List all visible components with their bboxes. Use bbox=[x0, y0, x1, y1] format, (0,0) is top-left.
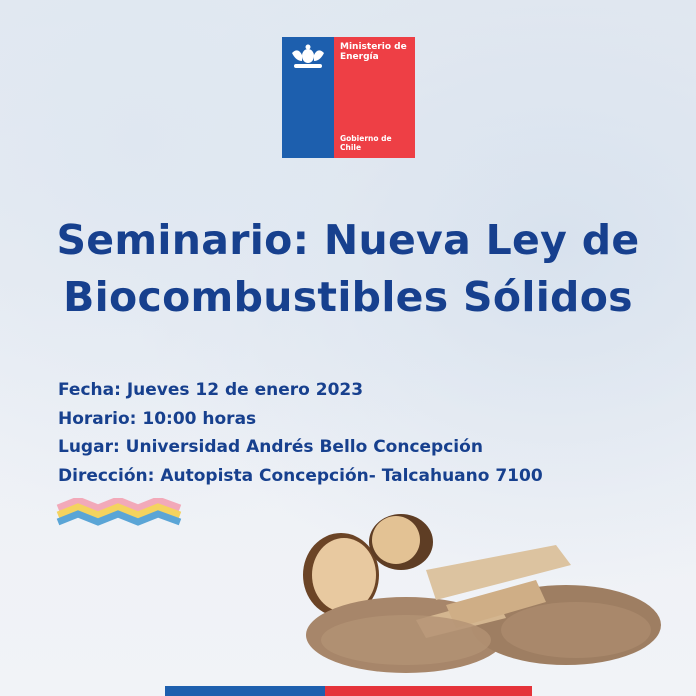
seminar-title bbox=[0, 212, 696, 326]
ministerio-energia-logo bbox=[282, 37, 415, 158]
title-line-1: Seminario: Nueva Ley de bbox=[56, 216, 640, 264]
zigzag-decoration bbox=[56, 498, 182, 532]
event-date: Fecha: Jueves 12 de enero 2023 bbox=[58, 380, 364, 400]
title-line-2: Biocombustibles Sólidos bbox=[63, 273, 633, 321]
flag-bar-blue bbox=[165, 686, 325, 696]
ministry-name-line1: Ministerio de bbox=[340, 42, 407, 52]
government-label: Gobierno de Chile bbox=[340, 134, 392, 152]
coat-of-arms-icon bbox=[288, 43, 328, 71]
event-address: Dirección: Autopista Concepción- Talcahuano 7100 bbox=[58, 465, 543, 486]
logo-blue-panel bbox=[282, 37, 334, 158]
ministry-name bbox=[340, 42, 407, 62]
ministry-name-line2: Energía bbox=[340, 52, 379, 62]
event-time: Horario: 10:00 horas bbox=[58, 408, 257, 429]
event-place: Lugar: Universidad Andrés Bello Concepción bbox=[58, 437, 483, 457]
flag-bar-red bbox=[325, 686, 532, 696]
flag-color-bar bbox=[165, 686, 532, 696]
logo-red-panel bbox=[334, 37, 415, 158]
event-details bbox=[58, 376, 543, 490]
biomass-wood-pellets-image bbox=[296, 510, 666, 675]
